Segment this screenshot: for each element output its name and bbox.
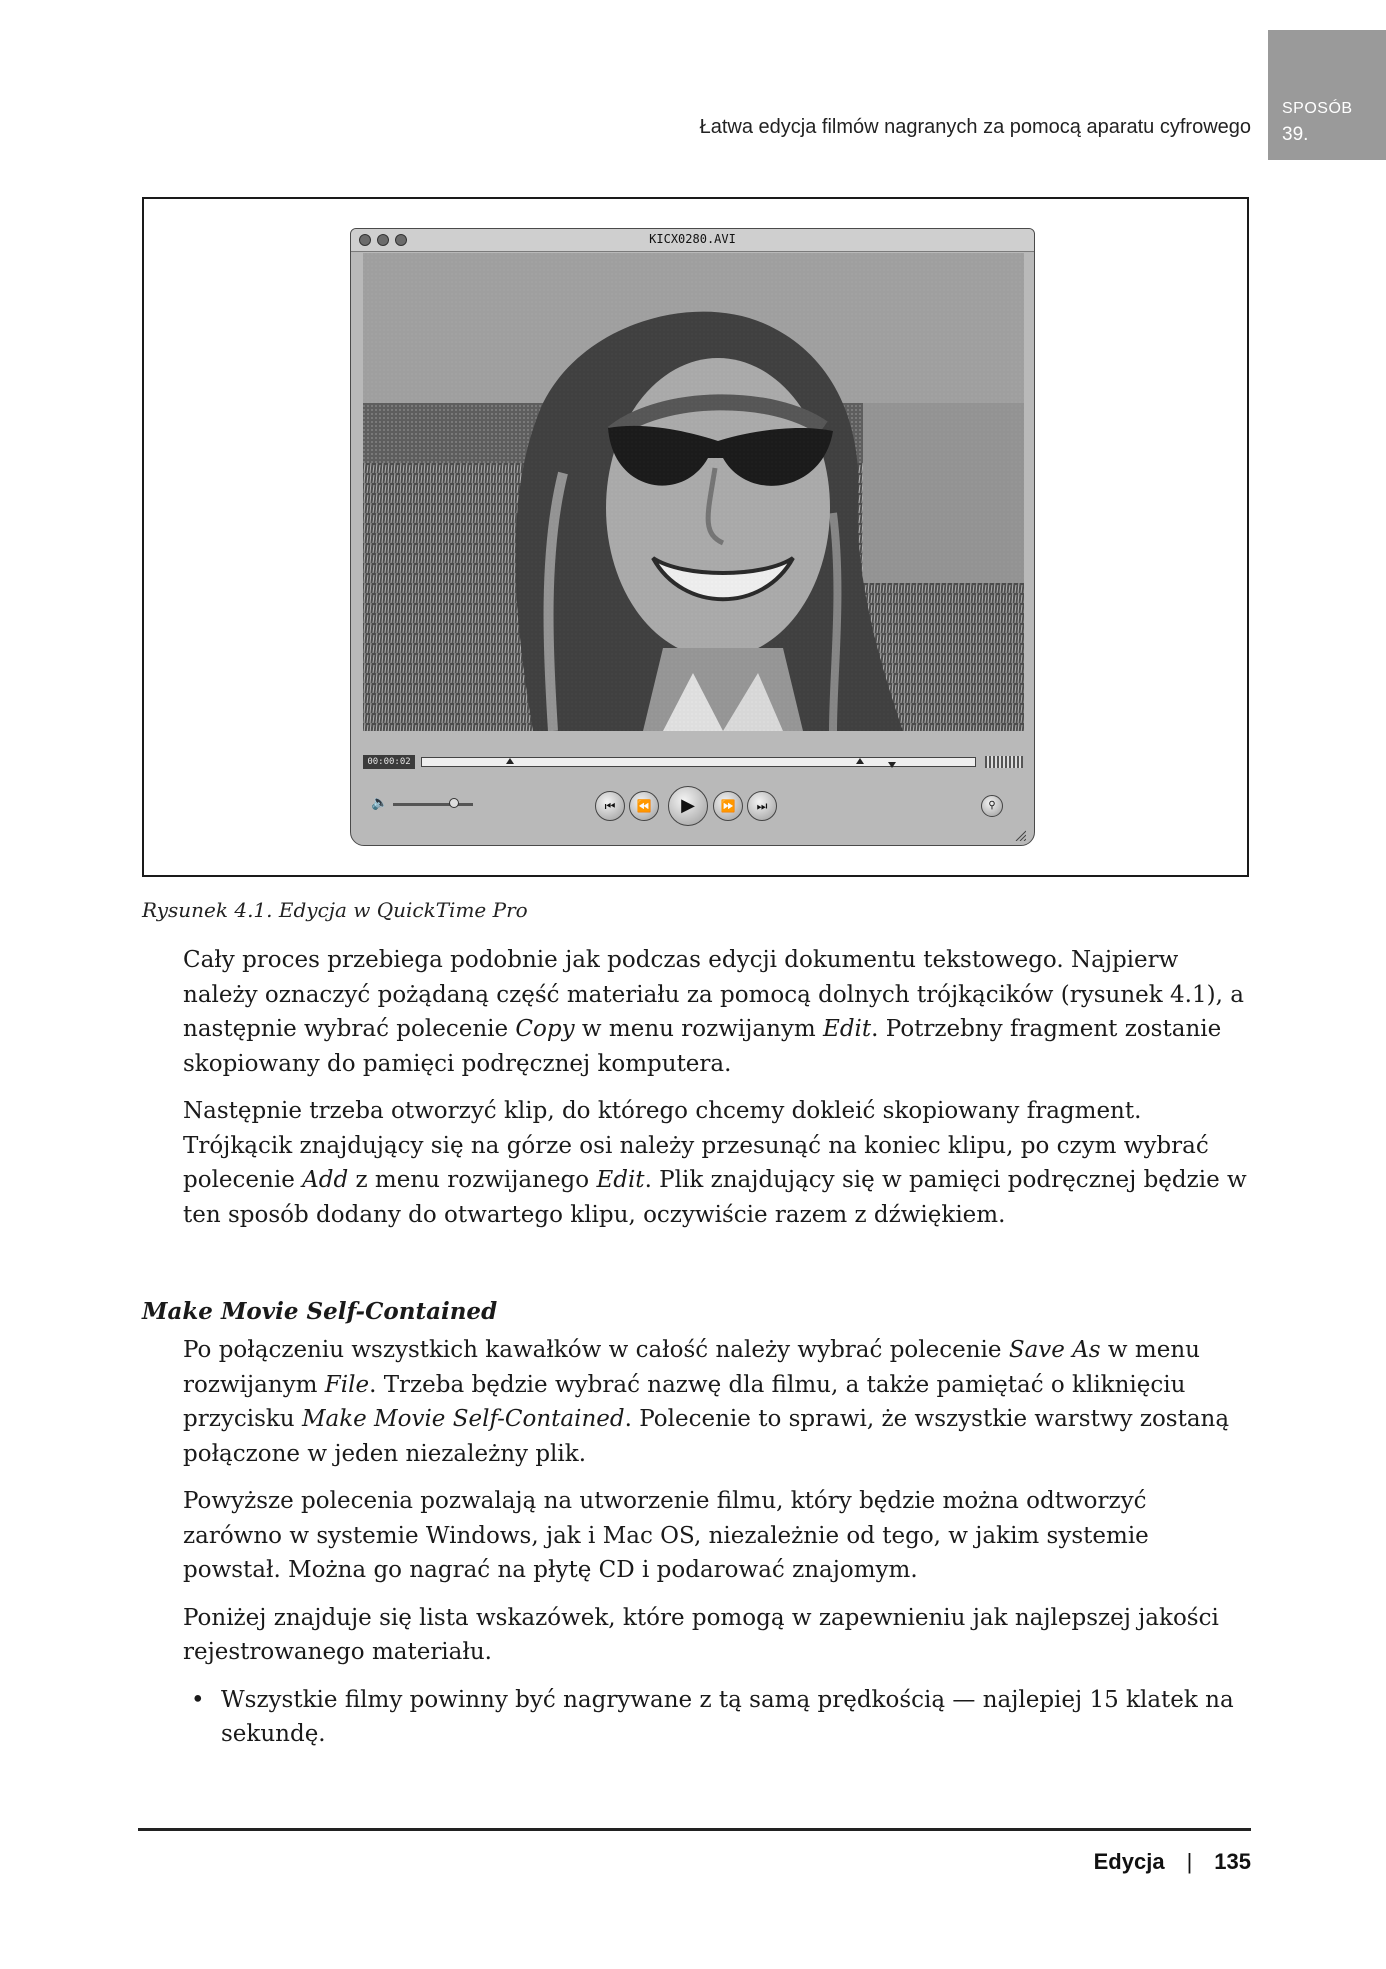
p3-text-e: . Trzeba będzie wybrać nazwę dla filmu, a także pamiętać o kliknięciu przycisku (183, 1371, 1186, 1432)
section-tab-number: 39. (1282, 124, 1309, 145)
paragraph-1 (183, 943, 1248, 1081)
timeline-grip (985, 756, 1023, 768)
p1-text-c: w menu rozwijanym (574, 1016, 824, 1042)
p2-term-add: Add (302, 1167, 349, 1193)
selection-markers (422, 758, 977, 768)
p1-term-copy: Copy (515, 1016, 575, 1042)
window-titlebar (351, 229, 1034, 252)
p3-term-save-as: Save As (1008, 1337, 1101, 1363)
section-heading: Make Movie Self-Contained (142, 1298, 498, 1325)
rewind-icon[interactable]: ⏪ (629, 791, 659, 821)
p2-text-c: z menu rozwijanego (348, 1167, 597, 1193)
p2-term-edit: Edit (596, 1167, 645, 1193)
p1-text-e: . Potrzebny fragment zostanie skopiowany do pamięci podręcznej komputera. (183, 1016, 1222, 1077)
selection-end-marker (888, 762, 896, 768)
list-item (183, 1683, 1248, 1752)
quicktime-window (350, 228, 1035, 846)
timeline-track[interactable] (421, 757, 976, 767)
section-tab-label: SPOSÓB (1282, 100, 1353, 117)
page-number: 135 (1214, 1849, 1251, 1874)
page-footer (1094, 1849, 1251, 1875)
paragraph-4: Powyższe polecenia pozwalają na utworzenie filmu, który będzie można odtworzyć zarówno w systemie Windows, jak i Mac OS, niezależnie od tego, w jakim systemie powstał. Można go nagrać na płytę CD i podarować znajomym. (183, 1488, 1149, 1583)
play-icon[interactable]: ▶ (668, 786, 708, 826)
paragraph-5: Poniżej znajduje się lista wskazówek, które pomogą w zapewnieniu jak najlepszej jakości rejestrowanego materiału. (183, 1604, 1219, 1665)
zoom-icon[interactable]: ⚲ (981, 795, 1003, 817)
tips-list (183, 1683, 1248, 1752)
volume-slider[interactable] (393, 803, 473, 806)
footer-separator: | (1186, 1849, 1193, 1874)
paragraph-2 (183, 1094, 1248, 1232)
volume-knob[interactable] (449, 798, 459, 808)
list-item-text: Wszystkie filmy powinny być nagrywane z tą samą prędkością — najlepiej 15 klatek na sekundę. (221, 1686, 1234, 1747)
go-to-start-icon[interactable]: ⏮ (595, 791, 625, 821)
fast-forward-icon[interactable]: ⏩ (713, 791, 743, 821)
p2-text-a: Następnie trzeba otworzyć klip, do którego chcemy dokleić skopiowany fragment. Trójkącik znajdujący się na górze osi należy przesunąć na koniec klipu, po czym wybrać polecenie (183, 1098, 1209, 1193)
window-title: KICX0280.AVI (649, 232, 736, 246)
timeline-bar (363, 755, 1024, 771)
resize-grip-icon[interactable] (1014, 829, 1026, 841)
paragraph-3 (183, 1333, 1248, 1471)
running-header: Łatwa edycja filmów nagranych za pomocą aparatu cyfrowego (699, 116, 1251, 138)
portrait-photo-illustration (363, 253, 1024, 731)
p3-term-file: File (324, 1371, 370, 1398)
footer-chapter: Edycja (1093, 1849, 1165, 1874)
footer-rule (138, 1828, 1251, 1831)
section-tab (1268, 30, 1386, 160)
p1-text-a: Cały proces przebiega podobnie jak podczas edycji dokumentu tekstowego. Najpierw należy oznaczyć pożądaną część materiału za pomocą dolnych trójkącików (rysunek 4.1), a następnie wybrać polecenie (183, 947, 1244, 1042)
playback-controls (363, 781, 1024, 831)
body-text-block-1 (183, 943, 1248, 1245)
p3-text-c: w menu rozwijanym (183, 1337, 1200, 1398)
p2-text-e: . Plik znajdujący się w pamięci podręcznej będzie w ten sposób dodany do otwartego klipu, oczywiście razem z dźwiękiem. (183, 1167, 1247, 1228)
bullet-icon: • (191, 1686, 205, 1713)
go-to-end-icon[interactable]: ⏭ (747, 791, 777, 821)
volume-icon[interactable]: 🔈 (371, 795, 389, 811)
figure-caption: Rysunek 4.1. Edycja w QuickTime Pro (142, 898, 528, 922)
video-frame-photo (363, 253, 1024, 731)
playhead-marker (856, 758, 864, 764)
p3-text-a: Po połączeniu wszystkich kawałków w całość należy wybrać polecenie (183, 1337, 1009, 1363)
body-text-block-2 (183, 1333, 1248, 1752)
timecode-display: 00:00:02 (363, 755, 415, 769)
p3-term-self-contained: Make Movie Self-Contained (301, 1406, 625, 1432)
p1-term-edit: Edit (823, 1016, 872, 1042)
selection-start-marker (506, 758, 514, 764)
p3-text-g: . Polecenie to sprawi, że wszystkie warstwy zostaną połączone w jeden niezależny plik. (183, 1406, 1230, 1467)
